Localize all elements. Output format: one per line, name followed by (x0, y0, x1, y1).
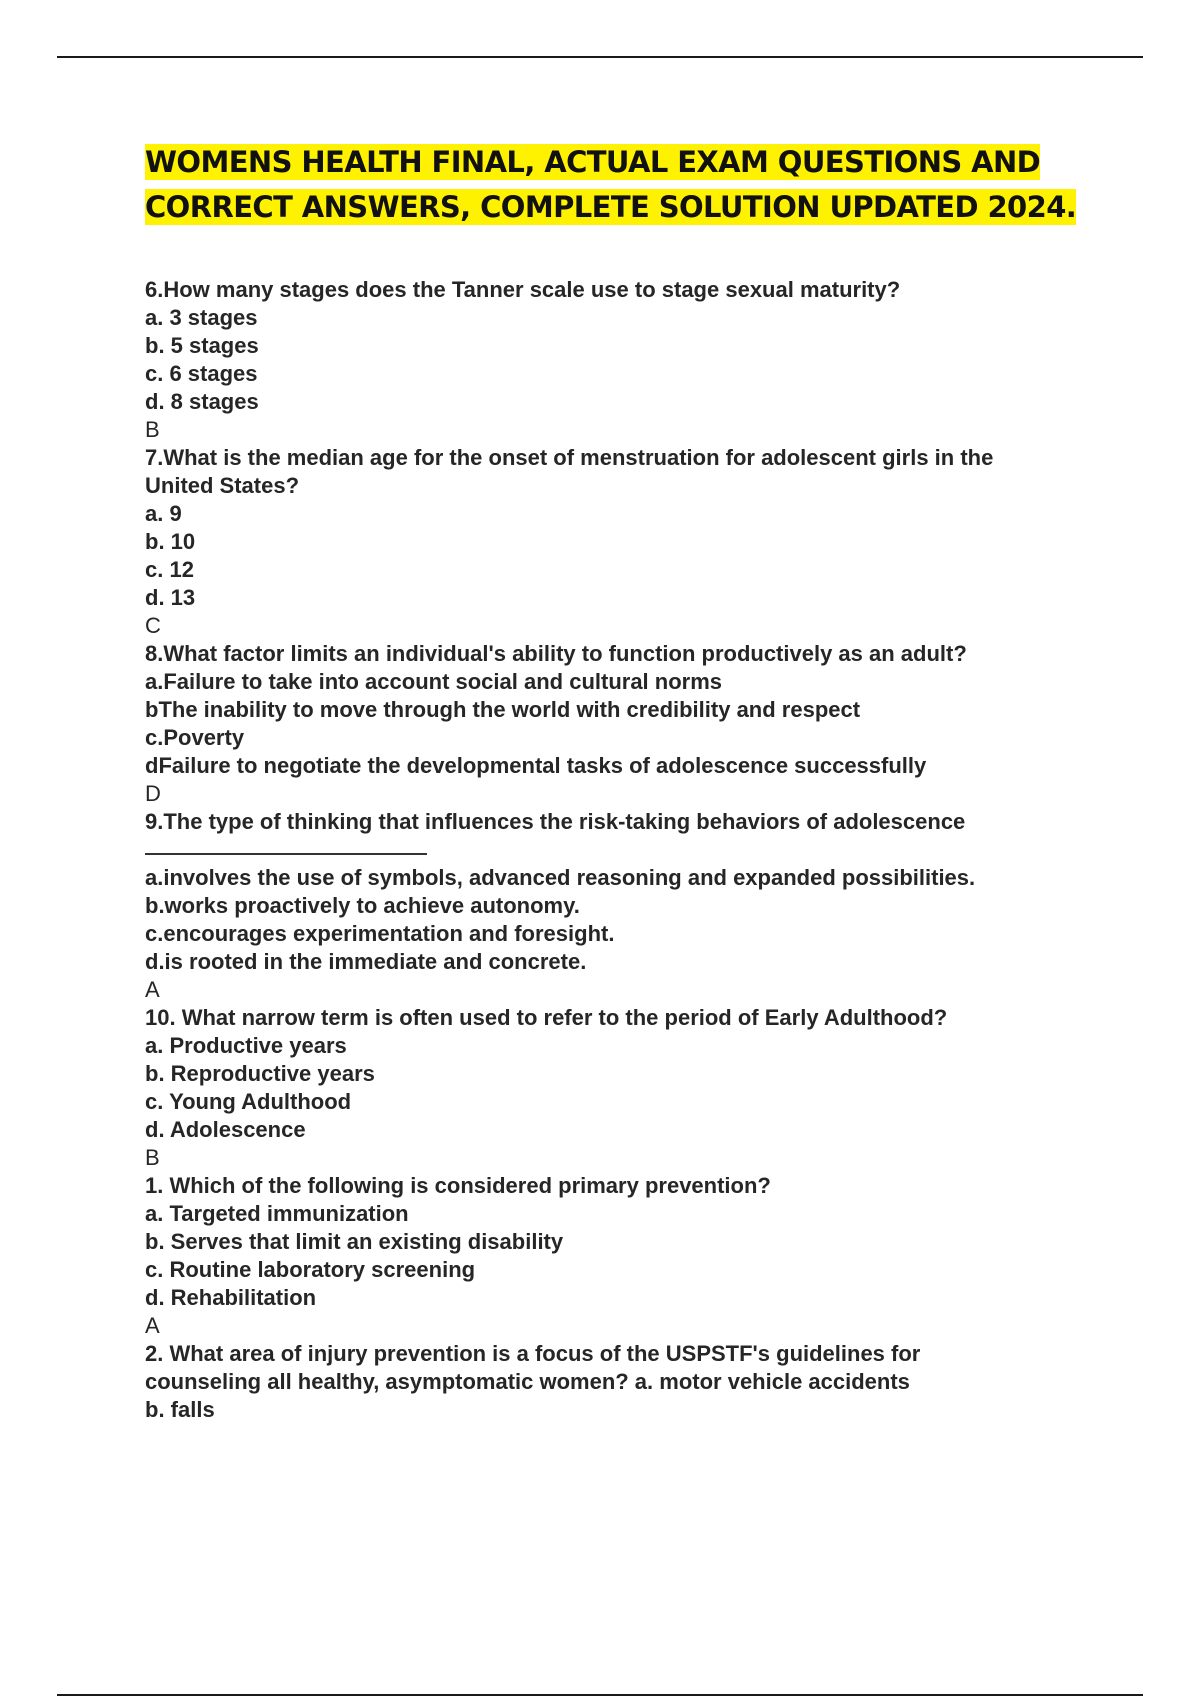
answer-option: a.Failure to take into account social and cultural norms (145, 669, 723, 694)
correct-answer: B (145, 1145, 160, 1170)
correct-answer: D (145, 781, 161, 806)
answer-option: a. Productive years (145, 1033, 347, 1058)
answer-option: c.Poverty (145, 725, 245, 750)
bottom-divider (57, 1694, 1143, 1696)
question-text: 1. Which of the following is considered primary prevention? (145, 1173, 771, 1198)
question-text: 7.What is the median age for the onset of menstruation for adolescent girls in the (145, 445, 994, 470)
answer-option: c. Young Adulthood (145, 1089, 352, 1114)
answer-option: d.is rooted in the immediate and concrete. (145, 949, 587, 974)
answer-option: d. 8 stages (145, 389, 259, 414)
answer-option: c. Routine laboratory screening (145, 1257, 476, 1282)
answer-option: a.involves the use of symbols, advanced reasoning and expanded possibilities. (145, 865, 976, 890)
answer-option: b. 5 stages (145, 333, 259, 358)
question-list (145, 276, 1105, 1424)
answer-option: a. 9 (145, 501, 182, 526)
question-text: 8.What factor limits an individual's ability to function productively as an adult? (145, 641, 967, 666)
answer-option: b. Serves that limit an existing disability (145, 1229, 564, 1254)
answer-option: bThe inability to move through the world with credibility and respect (145, 697, 861, 722)
answer-option: b. Reproductive years (145, 1061, 375, 1086)
top-divider (57, 56, 1143, 58)
title-main: WOMENS HEALTH FINAL (145, 145, 525, 179)
correct-answer: A (145, 1313, 160, 1338)
answer-option: c. 12 (145, 557, 194, 582)
answer-option: a. 3 stages (145, 305, 258, 330)
question-text: United States? (145, 473, 300, 498)
question-text: 9.The type of thinking that influences the risk-taking behaviors of adolescence (145, 809, 966, 834)
answer-option: a. Targeted immunization (145, 1201, 409, 1226)
answer-option: d. Rehabilitation (145, 1285, 317, 1310)
question-text: 10. What narrow term is often used to refer to the period of Early Adulthood? (145, 1005, 948, 1030)
question-text: 6.How many stages does the Tanner scale use to stage sexual maturity? (145, 277, 901, 302)
blank-underline (145, 853, 427, 855)
answer-option: b.works proactively to achieve autonomy. (145, 893, 580, 918)
correct-answer: B (145, 417, 160, 442)
title-subtitle: , ACTUAL EXAM QUESTIONS AND CORRECT ANSWERS, COMPLETE SOLUTION UPDATED 2024. (145, 145, 1077, 224)
correct-answer: C (145, 613, 161, 638)
answer-option: dFailure to negotiate the developmental tasks of adolescence successfully (145, 753, 927, 778)
answer-option: d. Adolescence (145, 1117, 306, 1142)
question-text: 2. What area of injury prevention is a focus of the USPSTF's guidelines for (145, 1341, 921, 1366)
answer-option: c.encourages experimentation and foresight. (145, 921, 615, 946)
answer-option: b. 10 (145, 529, 196, 554)
answer-option: c. 6 stages (145, 361, 258, 386)
document-title (145, 140, 1105, 230)
answer-option: b. falls (145, 1397, 215, 1422)
question-text: counseling all healthy, asymptomatic women? a. motor vehicle accidents (145, 1369, 910, 1394)
correct-answer: A (145, 977, 160, 1002)
answer-option: d. 13 (145, 585, 196, 610)
fill-in-blank (145, 836, 1105, 864)
